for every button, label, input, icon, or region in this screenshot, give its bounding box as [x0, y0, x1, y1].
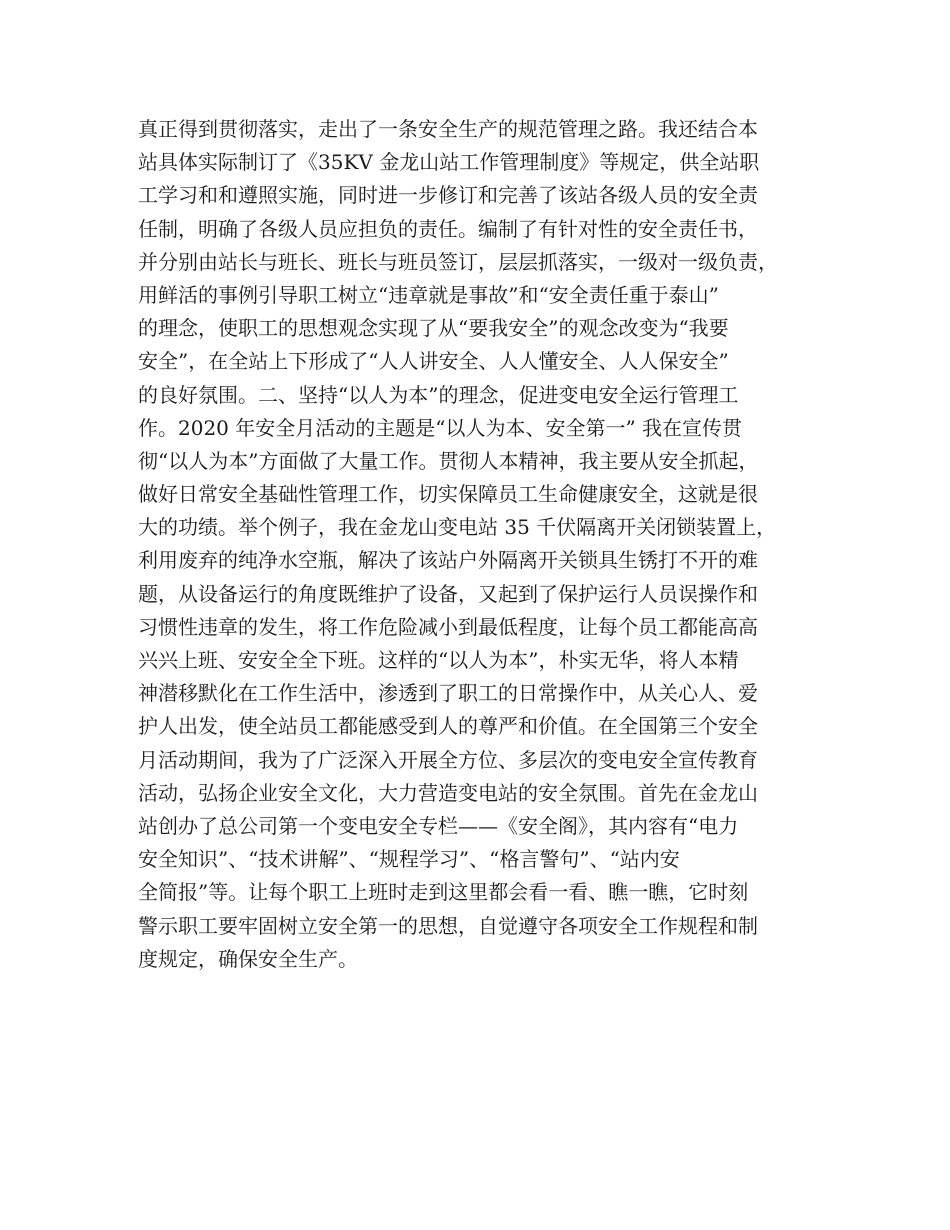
text-line: 用鲜活的事例引导职工树立“违章就是事故”和“安全责任重于泰山”: [138, 282, 719, 307]
body-paragraph: [138, 113, 838, 976]
text-line: 全简报”等。让每个职工上班时走到这里都会看一看、瞧一瞧，它时刻: [138, 880, 749, 905]
text-line: 并分别由站长与班长、班长与班员签订，层层抓落实，一级对一级负责，: [138, 249, 778, 274]
text-line: 安全”，在全站上下形成了“人人讲安全、人人懂安全、人人保安全”: [138, 349, 729, 374]
text-line: 兴兴上班、安安全全下班。这样的“以人为本”，朴实无华，将人本精: [138, 648, 739, 672]
text-line: 护人出发，使全站员工都能感受到人的尊严和价值。在全国第三个安全: [138, 714, 758, 739]
text-line: 安全知识”、“技术讲解”、“规程学习”、“格言警句”、“站内安: [138, 847, 680, 872]
text-line: 的理念，使职工的思想观念实现了从“要我安全”的观念改变为“我要: [138, 316, 729, 341]
text-line: 利用废弃的纯净水空瓶，解决了该站户外隔离开关锁具生锈打不开的难: [138, 548, 758, 573]
text-line: 题，从设备运行的角度既维护了设备，又起到了保护运行人员误操作和: [138, 581, 758, 606]
text-line: 警示职工要牢固树立安全第一的思想，自觉遵守各项安全工作规程和制: [138, 913, 758, 938]
text-line: 做好日常安全基础性管理工作，切实保障员工生命健康安全，这就是很: [138, 482, 758, 507]
text-line: 大的功绩。举个例子，我在金龙山变电站 35 千伏隔离开关闭锁装置上，: [138, 515, 777, 540]
text-line: 工学习和和遵照实施，同时进一步修订和完善了该站各级人员的安全责: [138, 183, 758, 208]
text-line: 度规定，确保安全生产。: [138, 946, 358, 971]
text-line: 活动，弘扬企业安全文化，大力营造变电站的安全氛围。首先在金龙山: [138, 780, 758, 805]
text-line: 彻“以人为本”方面做了大量工作。贯彻人本精神，我主要从安全抓起，: [138, 448, 759, 473]
text-line: 的良好氛围。二、坚持“以人为本”的理念，促进变电安全运行管理工: [138, 382, 739, 407]
text-line: 站具体实际制订了《35KV 金龙山站工作管理制度》等规定，供全站职: [138, 150, 760, 175]
text-line: 任制，明确了各级人员应担负的责任。编制了有针对性的安全责任书，: [138, 216, 758, 241]
text-line: 月活动期间，我为了广泛深入开展全方位、多层次的变电安全宣传教育: [138, 747, 758, 772]
text-line: 真正得到贯彻落实，走出了一条安全生产的规范管理之路。我还结合本: [138, 117, 758, 141]
text-line: 神潜移默化在工作生活中，渗透到了职工的日常操作中，从关心人、爱: [138, 681, 758, 706]
text-line: 习惯性违章的发生，将工作危险减小到最低程度，让每个员工都能高高: [138, 614, 758, 639]
text-line: 站创办了总公司第一个变电安全专栏——《安全阁》，其内容有“电力: [138, 813, 739, 838]
text-line: 作。2020 年安全月活动的主题是“以人为本、安全第一” 我在宣传贯: [138, 415, 743, 440]
